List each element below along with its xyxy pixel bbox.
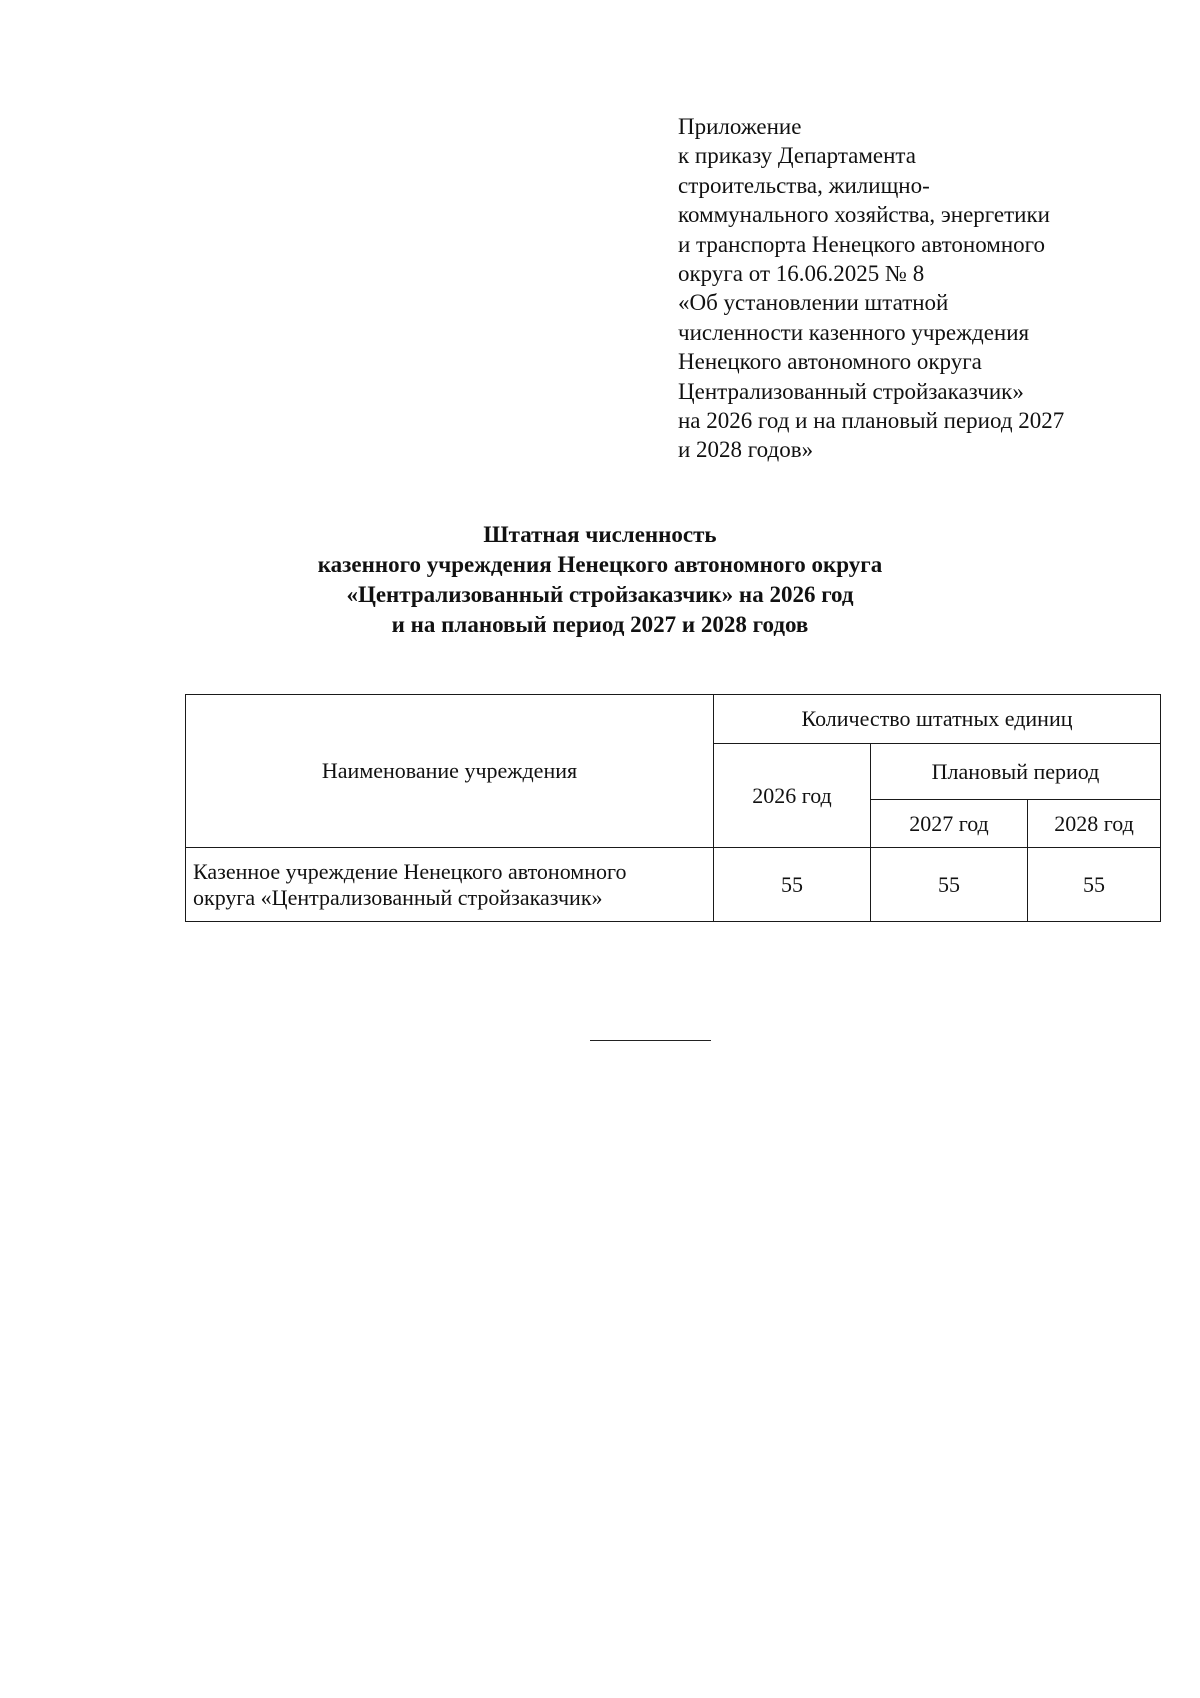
table-row	[186, 848, 1161, 922]
title-line: и на плановый период 2027 и 2028 годов	[391, 612, 809, 637]
appendix-line: коммунального хозяйства, энергетики	[678, 202, 1050, 228]
institution-name-cell	[186, 848, 714, 922]
header-planned-period: Плановый период	[871, 744, 1161, 800]
appendix-line: Централизованный стройзаказчик»	[678, 378, 1024, 404]
appendix-line: и 2028 годов»	[678, 437, 814, 463]
header-year-2028: 2028 год	[1028, 800, 1161, 848]
end-separator-line	[590, 1040, 711, 1041]
appendix-line: на 2026 год и на плановый период 2027	[678, 408, 1065, 434]
count-2028-cell: 55	[1028, 848, 1161, 922]
institution-name-line: округа «Централизованный стройзаказчик»	[193, 884, 603, 910]
document-title	[0, 520, 1200, 640]
header-year-2026: 2026 год	[714, 744, 871, 848]
staff-table	[185, 694, 1161, 922]
title-line: казенного учреждения Ненецкого автономного округа	[317, 552, 883, 577]
appendix-line: и транспорта Ненецкого автономного	[678, 231, 1046, 257]
header-institution-name: Наименование учреждения	[186, 695, 714, 848]
appendix-line: Приложение	[678, 114, 802, 139]
appendix-line: Ненецкого автономного округа	[678, 349, 982, 375]
appendix-line: округа от 16.06.2025 № 8	[678, 261, 925, 287]
count-2027-cell: 55	[871, 848, 1028, 922]
appendix-line: «Об установлении штатной	[678, 290, 949, 316]
appendix-line: строительства, жилищно-	[678, 172, 930, 198]
header-year-2027: 2027 год	[871, 800, 1028, 848]
institution-name-line: Казенное учреждение Ненецкого автономного	[193, 858, 627, 884]
header-staff-count: Количество штатных единиц	[714, 695, 1161, 744]
header-row	[186, 695, 1161, 744]
title-line: «Централизованный стройзаказчик» на 2026 год	[346, 582, 854, 607]
appendix-line: к приказу Департамента	[678, 143, 916, 169]
count-2026-cell: 55	[714, 848, 871, 922]
title-line: Штатная численность	[483, 522, 717, 547]
appendix-line: численности казенного учреждения	[678, 319, 1030, 345]
appendix-block	[678, 112, 1148, 465]
